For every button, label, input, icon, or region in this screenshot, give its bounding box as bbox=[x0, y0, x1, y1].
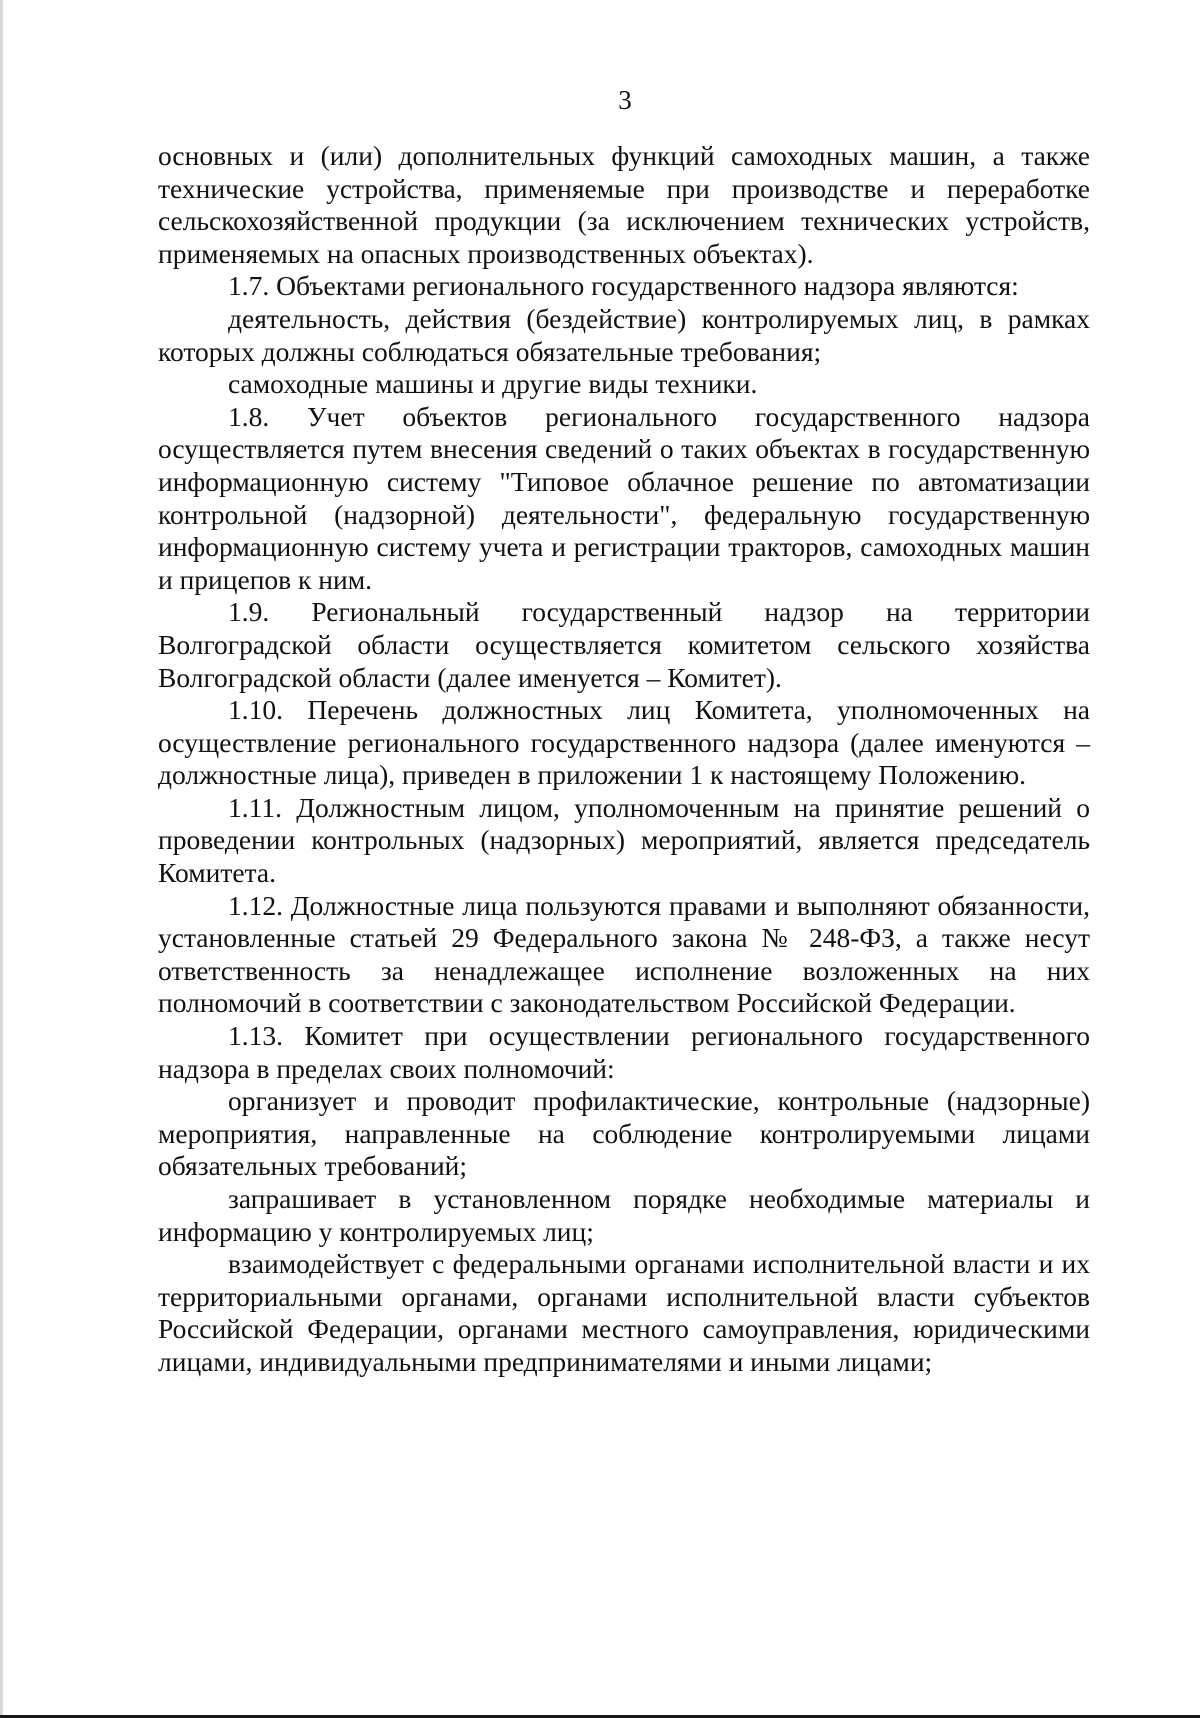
paragraph-1-13-item-requests: запрашивает в установленном порядке необходимые материалы и информацию у контролируемых лиц; bbox=[158, 1183, 1090, 1247]
paragraph-1-13-item-organizes: организует и проводит профилактические, контрольные (надзорные) мероприятия, направленные на соблюдение контролируемыми лицами обязательных требований; bbox=[158, 1085, 1090, 1182]
paragraph-1-13: 1.13. Комитет при осуществлении регионального государственного надзора в пределах своих полномочий: bbox=[158, 1020, 1090, 1084]
paragraph-1-10: 1.10. Перечень должностных лиц Комитета, уполномоченных на осуществление регионального государственного надзора (далее именуются – должностные лица), приведен в приложении 1 к настоящему Положению. bbox=[158, 694, 1090, 791]
page-number: 3 bbox=[618, 85, 632, 115]
scan-left-edge bbox=[0, 0, 3, 1718]
paragraph-1-7: 1.7. Объектами регионального государственного надзора являются: bbox=[228, 270, 1019, 302]
paragraph-continuation: основных и (или) дополнительных функций самоходных машин, а также технические устройства, применяемые при производстве и переработке сельскохозяйственной продукции (за исключением технических устройств, применяемых на опасных производственных объектах). bbox=[158, 140, 1090, 269]
paragraph-1-9: 1.9. Региональный государственный надзор на территории Волгоградской области осуществляется комитетом сельского хозяйства Волгоградской области (далее именуется – Комитет). bbox=[158, 596, 1090, 693]
paragraph-1-11: 1.11. Должностным лицом, уполномоченным на принятие решений о проведении контрольных (надзорных) мероприятий, является председатель Комитета. bbox=[158, 791, 1090, 889]
paragraph-1-13-item-interacts: взаимодействует с федеральными органами исполнительной власти и их территориальными органами, органами исполнительной власти субъектов Российской Федерации, органами местного самоуправления, юридическими лицами, индивидуальными предпринимателями и иными лицами; bbox=[158, 1248, 1090, 1377]
paragraph-1-7-item-activity: деятельность, действия (бездействие) контролируемых лиц, в рамках которых должны соблюдаться обязательные требования; bbox=[158, 302, 1090, 367]
document-body bbox=[158, 140, 1090, 1379]
paragraph-1-7-item-machines: самоходные машины и другие виды техники. bbox=[228, 368, 758, 400]
paragraph-1-12: 1.12. Должностные лица пользуются правами и выполняют обязанности, установленные статьей 29 Федерального закона № 248-ФЗ, а также несут ответственность за ненадлежащее исполнение возложенных на них полномочий в соответствии с законодательством Российской Федерации. bbox=[158, 889, 1090, 1019]
paragraph-1-8: 1.8. Учет объектов регионального государственного надзора осуществляется путем внесения сведений о таких объектах в государственную информационную систему "Типовое облачное решение по автоматизации контрольной (надзорной) деятельности", федеральную государственную информационную систему учета и регистрации тракторов, самоходных машин и прицепов к ним. bbox=[158, 400, 1090, 595]
